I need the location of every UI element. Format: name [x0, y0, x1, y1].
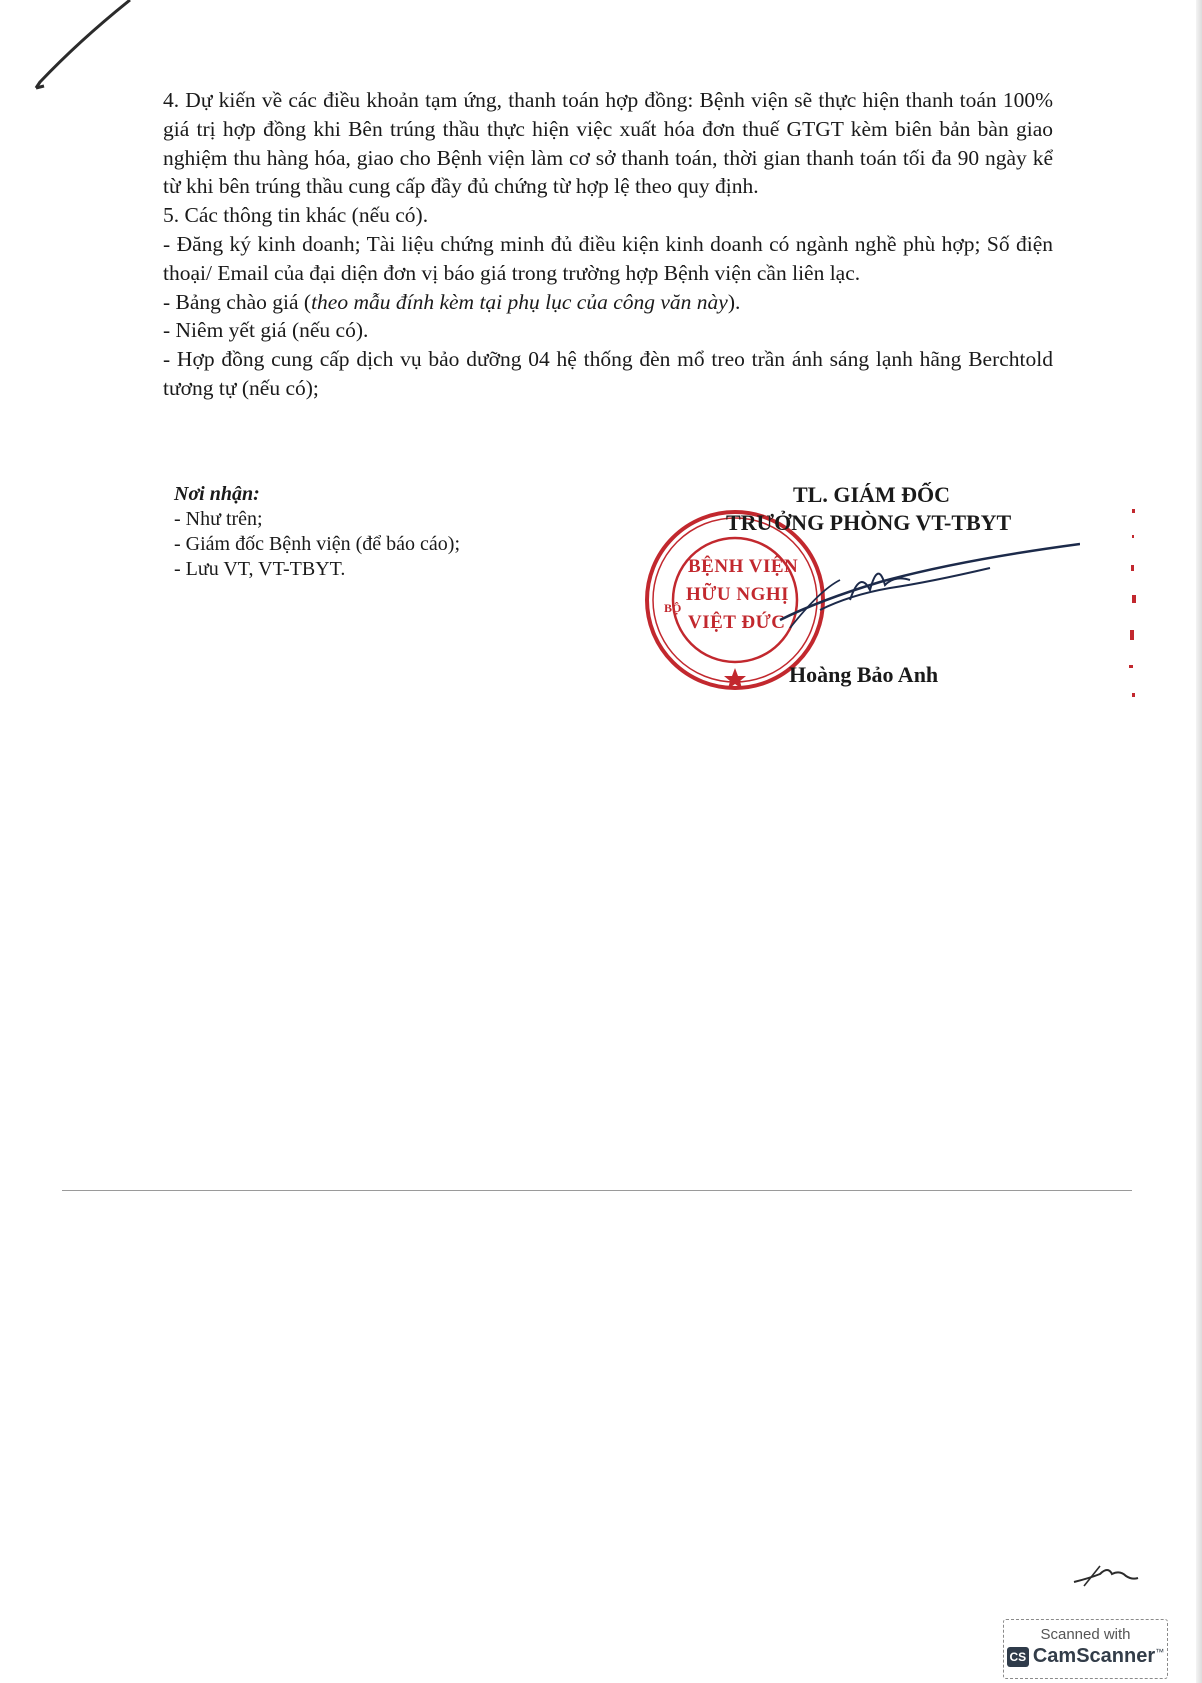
folded-corner-mark: [0, 0, 150, 100]
signer-title-line1: TL. GIÁM ĐỐC: [793, 482, 951, 507]
signer-name: Hoàng Bảo Anh: [789, 662, 939, 687]
item-business-registration: - Đăng ký kinh doanh; Tài liệu chứng minh đủ điều kiện kinh doanh có ngành nghề phù hợp; Số điện thoại/ Email của đại diện đơn vị báo giá trong trường hợp Bệnh viện cần liên lạc.: [163, 231, 1053, 285]
signature-block: [640, 480, 1090, 700]
item-quotation: - Bảng chào giá (theo mẫu đính kèm tại phụ lục của công văn này).: [163, 289, 741, 314]
letter-body: [163, 86, 1053, 403]
quotation-note: theo mẫu đính kèm tại phụ lục của công văn này: [311, 289, 728, 314]
recipient-item: - Lưu VT, VT-TBYT.: [174, 558, 346, 580]
recipient-item: - Như trên;: [174, 508, 263, 530]
recipients-list: [174, 507, 460, 582]
scanner-brand-name: CamScanner: [1032, 1645, 1156, 1667]
recipients-block: [174, 482, 460, 582]
scanner-caption: Scanned with: [1040, 1626, 1131, 1643]
binding-edge-marks: [1120, 505, 1140, 705]
trademark-mark: ™: [1155, 1647, 1165, 1657]
item-similar-contract: - Hợp đồng cung cấp dịch vụ bảo dưỡng 04 hệ thống đèn mổ treo trần ánh sáng lạnh hãng Berchtold tương tự (nếu có);: [163, 347, 1053, 400]
signer-title-line2: TRƯỞNG PHÒNG VT-TBYT: [726, 510, 1012, 535]
camscanner-badge: [1003, 1619, 1168, 1679]
seal-text-line3: VIỆT ĐỨC: [688, 612, 786, 633]
paragraph-payment-terms: 4. Dự kiến về các điều khoản tạm ứng, thanh toán hợp đồng: Bệnh viện sẽ thực hiện thanh toán 100% giá trị hợp đồng khi Bên trúng thầu thực hiện việc xuất hóa đơn thuế GTGT kèm biên bản bàn giao nghiệm thu hàng hóa, giao cho Bệnh viện làm cơ sở thanh toán, thời gian thanh toán tối đa 90 ngày kể từ khi bên trúng thầu cung cấp đầy đủ chứng từ hợp lệ theo quy định.: [163, 88, 1053, 199]
page-edge-shadow: [1196, 0, 1202, 1683]
handwritten-initials-icon: [1070, 1560, 1140, 1590]
page-divider-line: [62, 1190, 1132, 1191]
camscanner-logo-icon: CS: [1007, 1647, 1029, 1667]
scanner-brand-row: [1004, 1645, 1167, 1668]
recipients-heading: Nơi nhận:: [174, 483, 260, 505]
seal-text-line1: BỆNH VIỆN: [688, 556, 799, 577]
seal-side-text: BỘ: [664, 601, 682, 615]
seal-text-line2: HỮU NGHỊ: [686, 584, 790, 605]
recipient-item: - Giám đốc Bệnh viện (để báo cáo);: [174, 533, 461, 555]
handwritten-signature-icon: [760, 540, 1080, 630]
paragraph-other-info: 5. Các thông tin khác (nếu có).: [163, 203, 429, 228]
item-price-listing: - Niêm yết giá (nếu có).: [163, 318, 369, 343]
